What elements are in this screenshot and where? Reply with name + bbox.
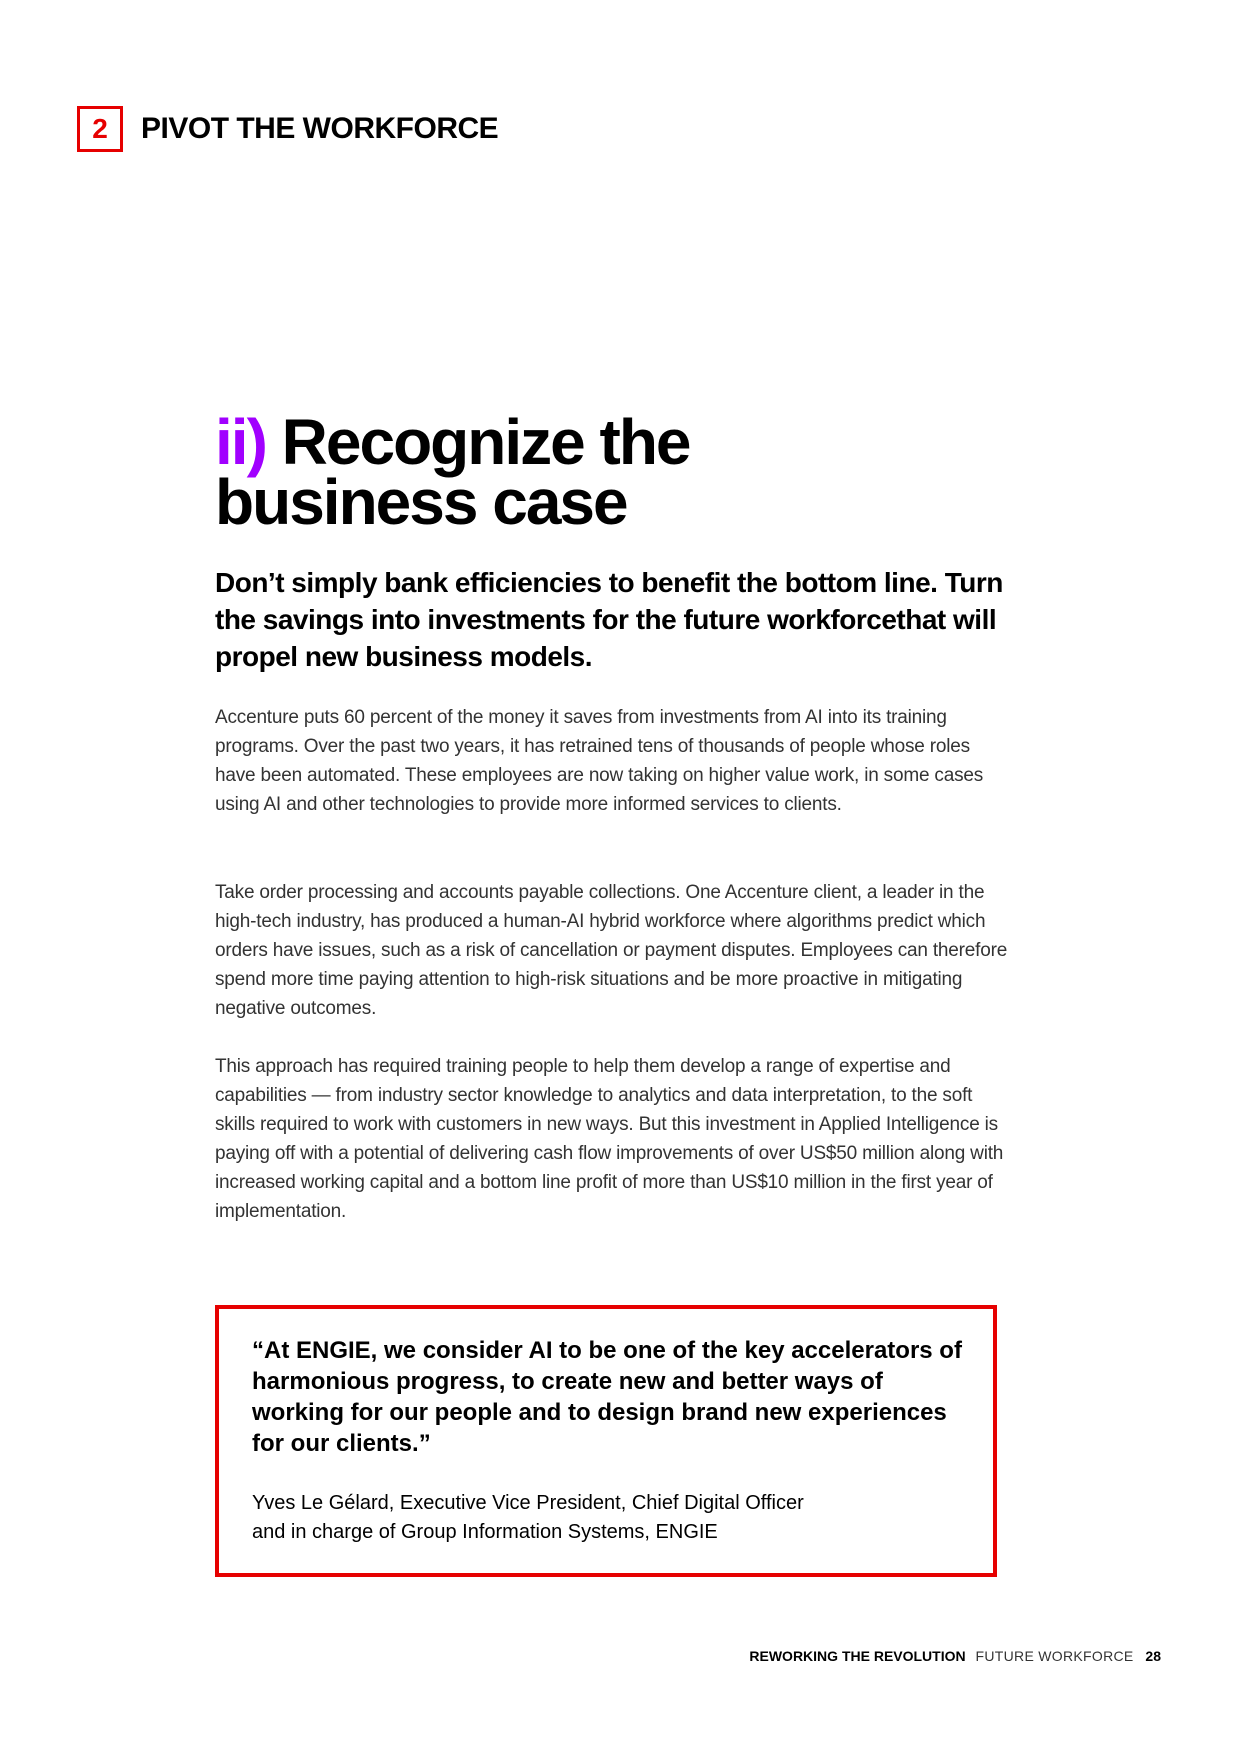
page-footer (749, 1648, 1161, 1664)
page-title (215, 406, 1015, 538)
section-title: PIVOT THE WORKFORCE (141, 112, 499, 145)
subtitle: Don’t simply bank efficiencies to benefit the bottom line. Turn the savings into investments for the future workforcethat will propel new business models. (215, 567, 1003, 672)
title-marker: ii) (215, 406, 266, 478)
body-paragraph-3: This approach has required training people to help them develop a range of expertise and capabilities — from industry sector knowledge to analytics and data interpretation, to the soft skills required to work with customers in new ways. But this investment in Applied Intelligence is paying off with a potential of delivering cash flow improvements of over US$50 million along with increased working capital and a bottom line profit of more than US$10 million in the first year of implementation. (215, 1056, 1004, 1222)
footer-section-name: FUTURE WORKFORCE (975, 1648, 1134, 1664)
title-line-1: Recognize the (281, 406, 690, 478)
page-number: 28 (1145, 1648, 1161, 1664)
footer-report-title: REWORKING THE REVOLUTION (749, 1648, 966, 1664)
body-paragraph-2: Take order processing and accounts payable collections. One Accenture client, a leader in the high-tech industry, has produced a human-AI hybrid workforce where algorithms predict which orders have issues, such as a risk of cancellation or payment disputes. Employees can therefore spend more time paying attention to high-risk situations and be more proactive in mitigating negative outcomes. (215, 882, 1008, 1019)
section-header (77, 106, 498, 152)
attribution-line-1: Yves Le Gélard, Executive Vice President, Chief Digital Officer (252, 1492, 804, 1514)
quote-attribution (252, 1489, 972, 1547)
section-number-badge: 2 (77, 106, 123, 152)
quote-box (215, 1305, 997, 1577)
attribution-line-2: and in charge of Group Information Systems, ENGIE (252, 1521, 718, 1543)
title-line-2: business case (215, 466, 627, 538)
quote-text: “At ENGIE, we consider AI to be one of the key accelerators of harmonious progress, to create new and better ways of working for our people and to design brand new experiences for our clients.” (252, 1337, 962, 1457)
body-paragraph-1: Accenture puts 60 percent of the money it saves from investments from AI into its training programs. Over the past two years, it has retrained tens of thousands of people whose roles have been automated. These employees are now taking on higher value work, in some cases using AI and other technologies to provide more informed services to clients. (215, 707, 984, 815)
